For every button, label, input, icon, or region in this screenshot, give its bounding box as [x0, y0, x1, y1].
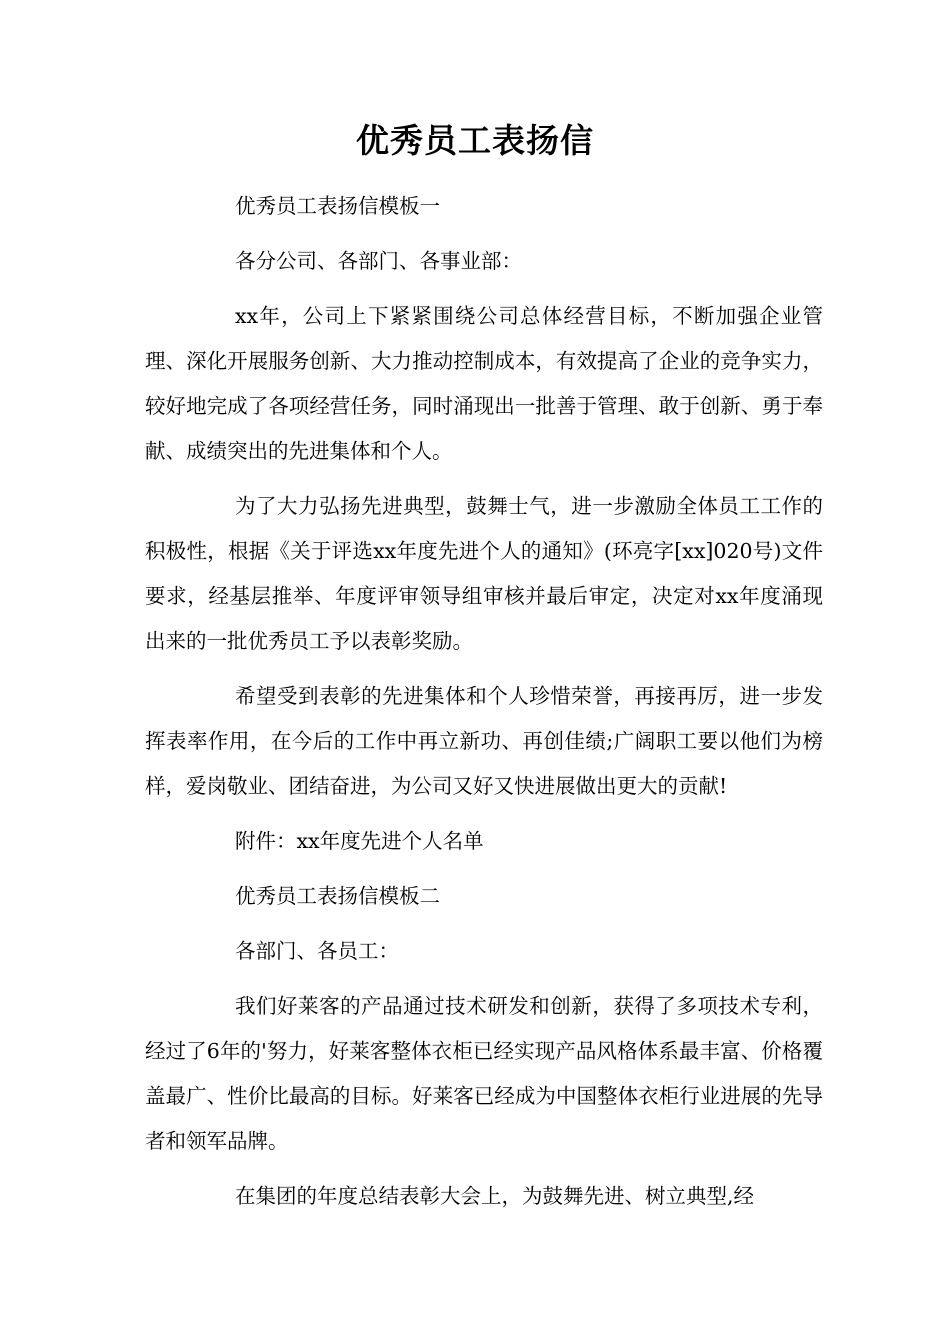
salutation-one: 各分公司、各部门、各事业部： — [235, 249, 522, 273]
section-heading-template-two: 优秀员工表扬信模板二 — [235, 884, 440, 908]
document-title: 优秀员工表扬信 — [356, 121, 594, 160]
section-heading-template-one: 优秀员工表扬信模板一 — [235, 194, 440, 218]
salutation-two: 各部门、各员工： — [235, 939, 399, 963]
document-body — [145, 184, 823, 1229]
body-paragraph: 希望受到表彰的先进集体和个人珍惜荣誉，再接再厉，进一步发挥表率作用，在今后的工作中再立新功、再创佳绩;广阔职工要以他们为榜样，爱岗敬业、团结奋进，为公司又好又快进展做出更大的贡献! — [145, 684, 823, 798]
body-paragraph: 在集团的年度总结表彰大会上，为鼓舞先进、树立典型,经 — [235, 1184, 755, 1208]
body-paragraph: 为了大力弘扬先进典型，鼓舞士气，进一步激励全体员工工作的积极性，根据《关于评选xx年度先进个人的通知》(环亮字[xx]020号)文件要求，经基层推举、年度评审领导组审核并最后审定，决定对xx年度涌现出来的一批优秀员工予以表彰奖励。 — [145, 494, 823, 653]
body-paragraph: xx年，公司上下紧紧围绕公司总体经营目标，不断加强企业管理、深化开展服务创新、大力推动控制成本，有效提高了企业的竞争实力，较好地完成了各项经营任务，同时涌现出一批善于管理、敢于创新、勇于奉献、成绩突出的先进集体和个人。 — [145, 304, 823, 463]
attachment-line: 附件：xx年度先进个人名单 — [235, 829, 484, 853]
body-paragraph: 我们好莱客的产品通过技术研发和创新，获得了多项技术专利，经过了6年的'努力，好莱客整体衣柜已经实现产品风格体系最丰富、价格覆盖最广、性价比最高的目标。好莱客已经成为中国整体衣柜行业进展的先导者和领军品牌。 — [145, 994, 823, 1153]
